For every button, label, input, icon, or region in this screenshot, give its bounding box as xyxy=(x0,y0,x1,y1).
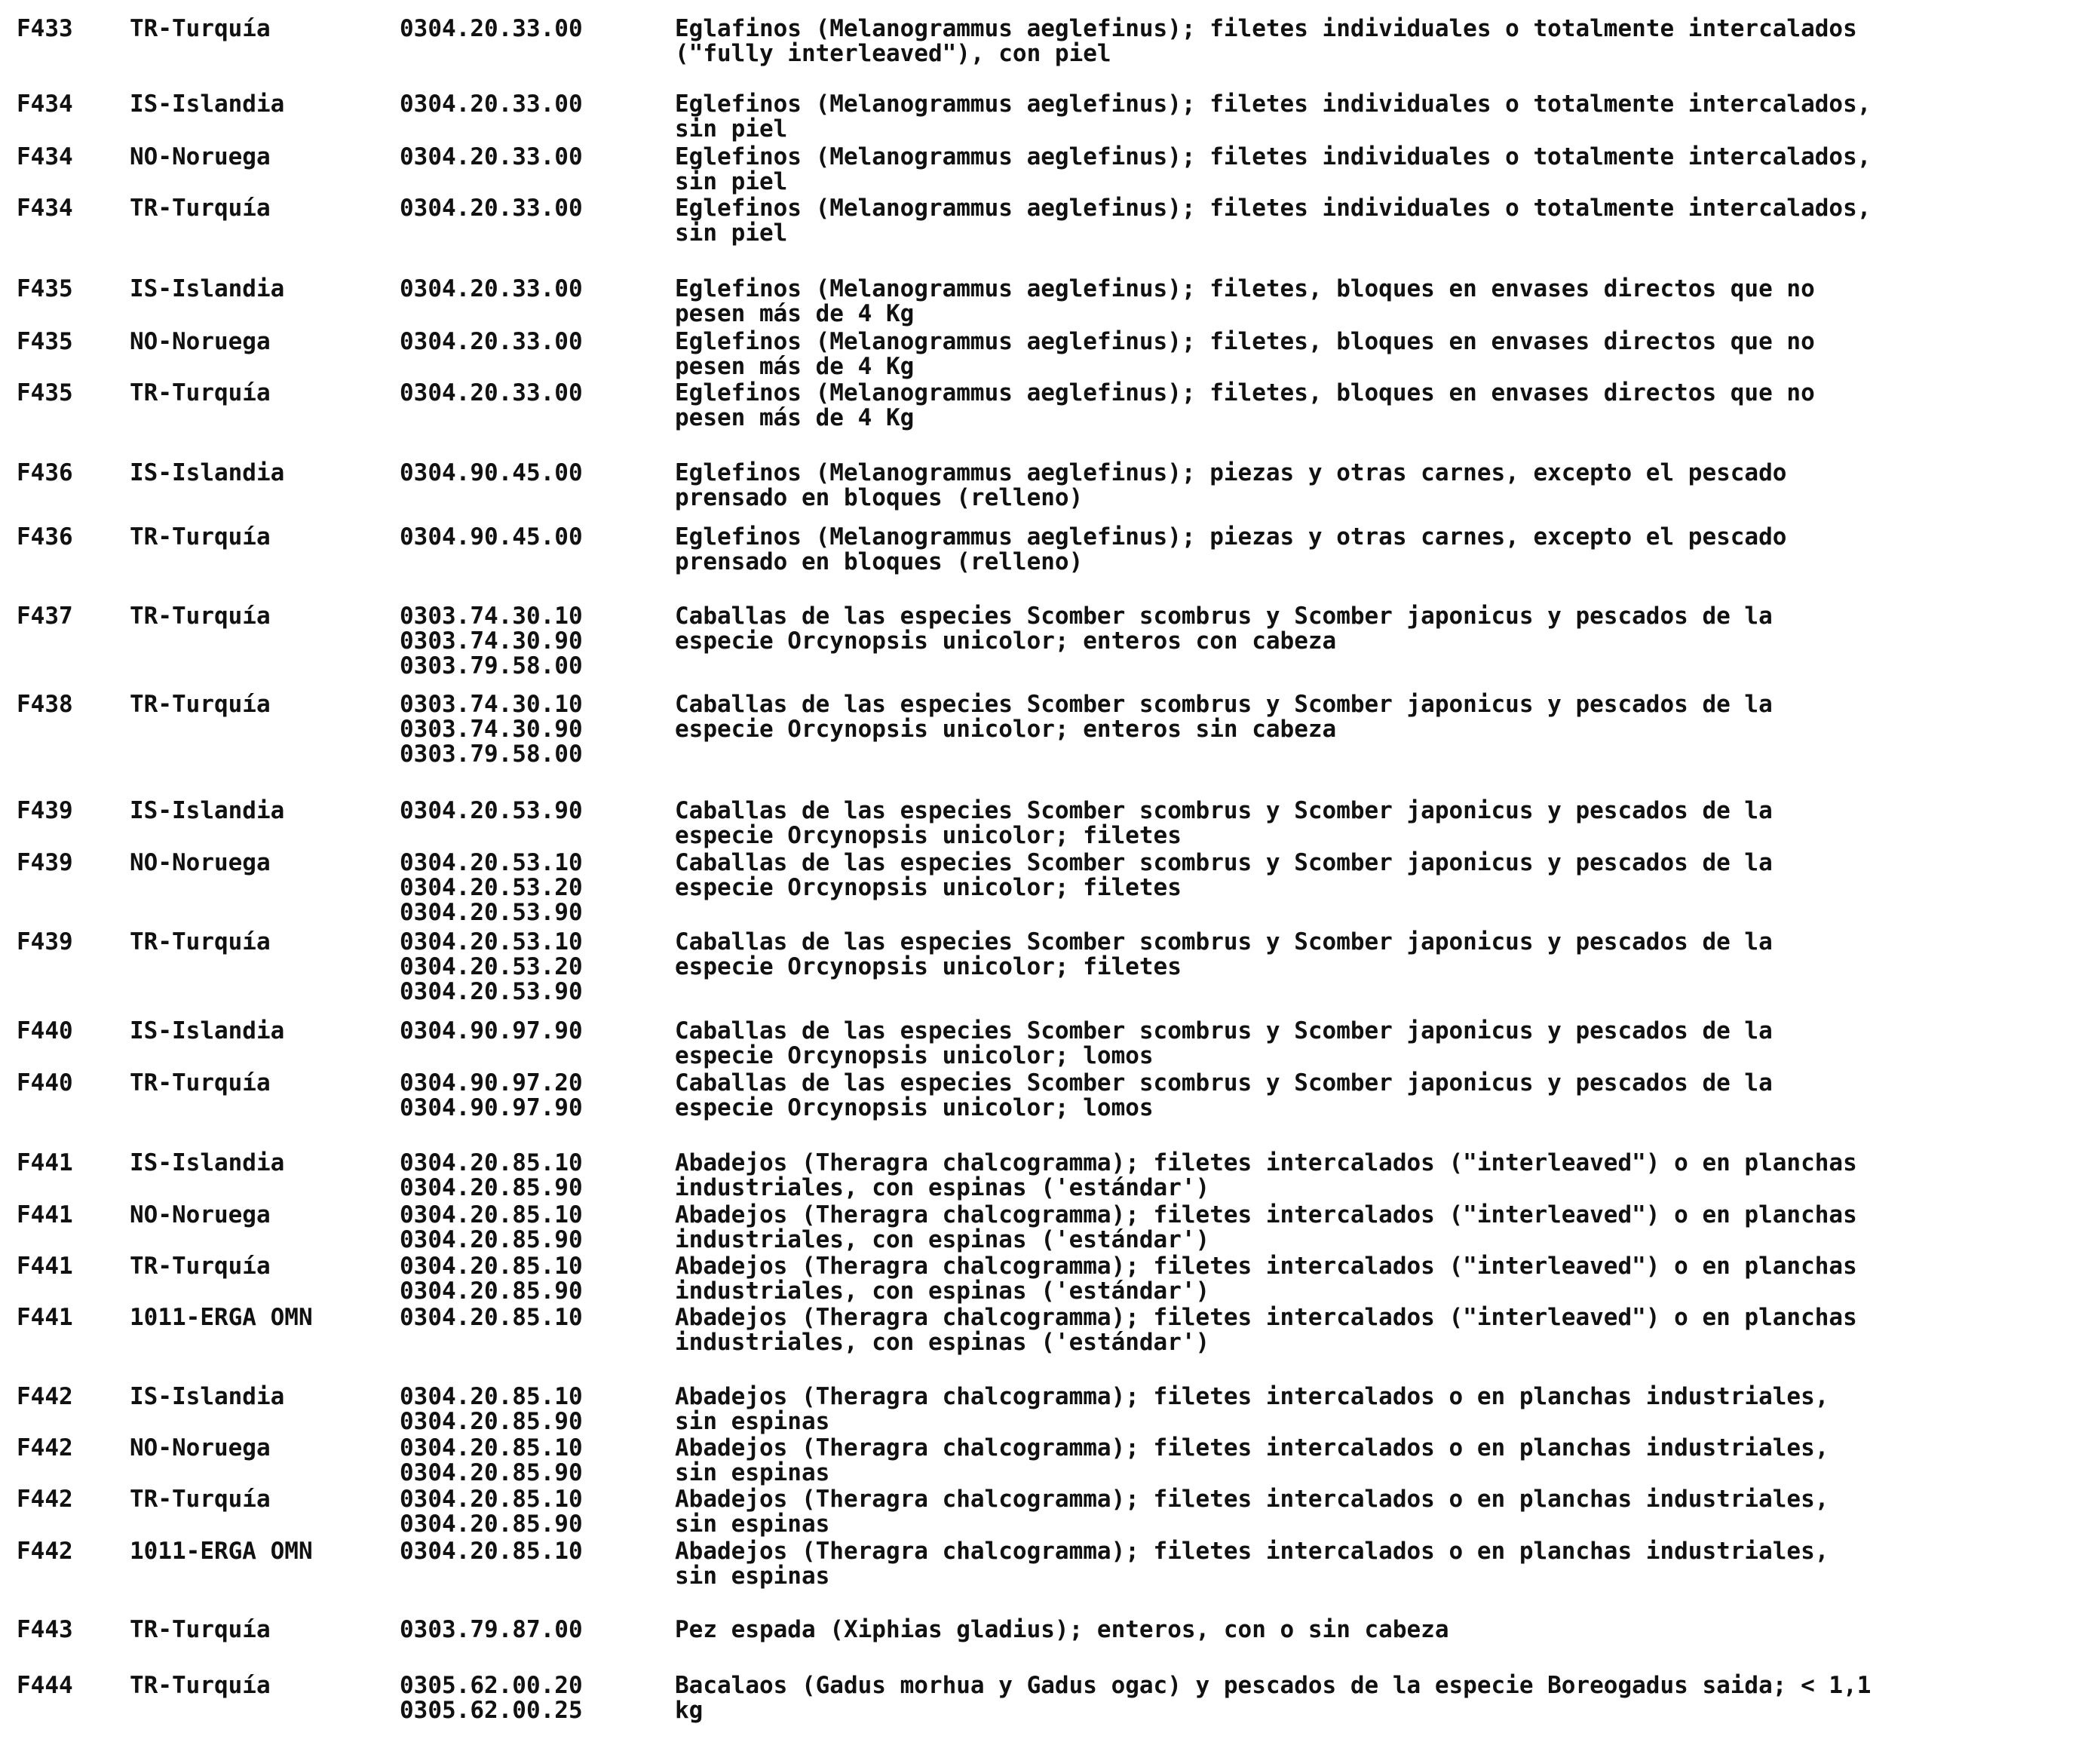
row-description xyxy=(675,1539,2092,1589)
description-line: Caballas de las especies Scomber scombrus y Scomber japonicus y pescados de la xyxy=(675,1017,1773,1044)
tariff-code: 0304.20.33.00 xyxy=(400,328,583,355)
description-line: industriales, con espinas ('estándar') xyxy=(675,1277,1210,1305)
description-line: pesen más de 4 Kg xyxy=(675,300,915,327)
row-code: F441 xyxy=(17,1201,73,1228)
row-description xyxy=(675,381,2092,431)
description-line: industriales, con espinas ('estándar') xyxy=(675,1226,1210,1253)
row-country: TR-Turquía xyxy=(130,1616,271,1643)
description-line: sin espinas xyxy=(675,1563,830,1590)
row-code: F434 xyxy=(17,90,73,118)
row-country: TR-Turquía xyxy=(130,603,271,630)
row-country: 1011-ERGA OMN xyxy=(130,1304,313,1331)
description-line: Eglefinos (Melanogrammus aeglefinus); filetes, bloques en envases directos que no xyxy=(675,275,1815,302)
row-code: F435 xyxy=(17,275,73,302)
row-country: IS-Islandia xyxy=(130,797,285,824)
row-description xyxy=(675,525,2092,575)
row-code: F441 xyxy=(17,1253,73,1280)
row-tariff-codes xyxy=(400,692,656,767)
row-tariff-codes xyxy=(400,851,656,925)
tariff-code: 0305.62.00.25 xyxy=(400,1697,583,1724)
tariff-code: 0304.20.85.90 xyxy=(400,1408,583,1435)
row-country: IS-Islandia xyxy=(130,275,285,302)
description-line: Eglafinos (Melanogrammus aeglefinus); filetes individuales o totalmente intercalados xyxy=(675,15,1857,42)
tariff-code: 0304.90.45.00 xyxy=(400,459,583,486)
description-line: sin espinas xyxy=(675,1511,830,1538)
row-tariff-codes xyxy=(400,1673,656,1723)
row-tariff-codes xyxy=(400,461,656,486)
row-tariff-codes xyxy=(400,1385,656,1434)
row-description xyxy=(675,330,2092,379)
row-tariff-codes xyxy=(400,930,656,1004)
description-line: especie Orcynopsis unicolor; filetes xyxy=(675,822,1182,849)
row-country: 1011-ERGA OMN xyxy=(130,1538,313,1565)
tariff-code: 0303.79.58.00 xyxy=(400,652,583,679)
row-country: NO-Noruega xyxy=(130,328,271,355)
row-code: F436 xyxy=(17,459,73,486)
row-code: F444 xyxy=(17,1672,73,1699)
row-tariff-codes xyxy=(400,525,656,550)
tariff-code: 0304.20.85.10 xyxy=(400,1201,583,1228)
row-description xyxy=(675,1385,2092,1434)
row-code: F438 xyxy=(17,691,73,718)
row-description xyxy=(675,145,2092,195)
tariff-code: 0303.79.58.00 xyxy=(400,741,583,768)
row-tariff-codes xyxy=(400,145,656,170)
tariff-code: 0304.20.85.90 xyxy=(400,1459,583,1486)
tariff-code: 0304.20.85.90 xyxy=(400,1226,583,1253)
description-line: Eglefinos (Melanogrammus aeglefinus); filetes individuales o totalmente intercalados, xyxy=(675,90,1872,118)
row-tariff-codes xyxy=(400,604,656,679)
row-tariff-codes xyxy=(400,1618,656,1642)
row-description xyxy=(675,1673,2092,1723)
row-tariff-codes xyxy=(400,330,656,354)
row-tariff-codes xyxy=(400,381,656,406)
description-line: Abadejos (Theragra chalcogramma); filetes intercalados ("interleaved") o en planchas xyxy=(675,1304,1857,1331)
description-line: Eglefinos (Melanogrammus aeglefinus); filetes individuales o totalmente intercalados, xyxy=(675,195,1872,222)
description-line: Abadejos (Theragra chalcogramma); filetes intercalados o en planchas industriales, xyxy=(675,1538,1829,1565)
row-country: TR-Turquía xyxy=(130,928,271,955)
row-code: F435 xyxy=(17,328,73,355)
tariff-code: 0304.20.53.90 xyxy=(400,978,583,1005)
tariff-code: 0304.20.33.00 xyxy=(400,143,583,170)
row-description xyxy=(675,851,2092,900)
tariff-code: 0304.90.97.90 xyxy=(400,1094,583,1121)
row-country: NO-Noruega xyxy=(130,1201,271,1228)
tariff-code: 0303.74.30.10 xyxy=(400,603,583,630)
row-tariff-codes xyxy=(400,1436,656,1486)
description-line: especie Orcynopsis unicolor; enteros sin cabeza xyxy=(675,716,1337,743)
row-country: IS-Islandia xyxy=(130,1017,285,1044)
row-code: F442 xyxy=(17,1383,73,1410)
description-line: especie Orcynopsis unicolor; filetes xyxy=(675,874,1182,901)
row-tariff-codes xyxy=(400,1487,656,1537)
description-line: Caballas de las especies Scomber scombrus y Scomber japonicus y pescados de la xyxy=(675,928,1773,955)
row-tariff-codes xyxy=(400,17,656,41)
tariff-code: 0304.20.85.10 xyxy=(400,1486,583,1513)
description-line: Eglefinos (Melanogrammus aeglefinus); filetes individuales o totalmente intercalados, xyxy=(675,143,1872,170)
row-code: F442 xyxy=(17,1434,73,1461)
tariff-code: 0304.20.33.00 xyxy=(400,15,583,42)
tariff-code: 0304.20.85.10 xyxy=(400,1538,583,1565)
tariff-code: 0304.20.85.90 xyxy=(400,1511,583,1538)
tariff-code: 0305.62.00.20 xyxy=(400,1672,583,1699)
row-description xyxy=(675,1151,2092,1201)
row-country: TR-Turquía xyxy=(130,691,271,718)
row-tariff-codes xyxy=(400,196,656,221)
row-country: IS-Islandia xyxy=(130,1149,285,1176)
tariff-code: 0304.20.85.10 xyxy=(400,1383,583,1410)
description-line: Caballas de las especies Scomber scombrus y Scomber japonicus y pescados de la xyxy=(675,797,1773,824)
row-code: F443 xyxy=(17,1616,73,1643)
tariff-code: 0303.79.87.00 xyxy=(400,1616,583,1643)
row-code: F436 xyxy=(17,523,73,551)
row-description xyxy=(675,1305,2092,1355)
row-country: TR-Turquía xyxy=(130,523,271,551)
description-line: Abadejos (Theragra chalcogramma); filetes intercalados ("interleaved") o en planchas xyxy=(675,1201,1857,1228)
description-line: Caballas de las especies Scomber scombrus y Scomber japonicus y pescados de la xyxy=(675,691,1773,718)
row-description xyxy=(675,461,2092,511)
row-description xyxy=(675,1254,2092,1304)
row-tariff-codes xyxy=(400,1254,656,1304)
row-description xyxy=(675,196,2092,246)
tariff-code: 0304.20.53.20 xyxy=(400,953,583,980)
tariff-code: 0303.74.30.10 xyxy=(400,691,583,718)
row-code: F434 xyxy=(17,195,73,222)
row-code: F439 xyxy=(17,797,73,824)
row-code: F439 xyxy=(17,849,73,876)
tariff-code: 0304.20.53.90 xyxy=(400,797,583,824)
description-line: Eglefinos (Melanogrammus aeglefinus); piezas y otras carnes, excepto el pescado xyxy=(675,523,1787,551)
tariff-code: 0304.20.33.00 xyxy=(400,379,583,406)
description-line: Abadejos (Theragra chalcogramma); filetes intercalados ("interleaved") o en planchas xyxy=(675,1253,1857,1280)
row-code: F434 xyxy=(17,143,73,170)
description-line: Abadejos (Theragra chalcogramma); filetes intercalados ("interleaved") o en planchas xyxy=(675,1149,1857,1176)
description-line: sin piel xyxy=(675,219,788,247)
row-code: F435 xyxy=(17,379,73,406)
description-line: sin espinas xyxy=(675,1459,830,1486)
description-line: especie Orcynopsis unicolor; lomos xyxy=(675,1042,1154,1069)
tariff-code: 0304.20.53.90 xyxy=(400,899,583,926)
row-description xyxy=(675,92,2092,142)
tariff-code: 0304.90.97.20 xyxy=(400,1069,583,1096)
description-line: Abadejos (Theragra chalcogramma); filetes intercalados o en planchas industriales, xyxy=(675,1434,1829,1461)
row-tariff-codes xyxy=(400,1019,656,1044)
row-code: F437 xyxy=(17,603,73,630)
tariff-code: 0304.90.97.90 xyxy=(400,1017,583,1044)
row-code: F440 xyxy=(17,1069,73,1096)
row-country: TR-Turquía xyxy=(130,1069,271,1096)
row-description xyxy=(675,1203,2092,1253)
row-tariff-codes xyxy=(400,92,656,117)
row-country: IS-Islandia xyxy=(130,1383,285,1410)
description-line: Bacalaos (Gadus morhua y Gadus ogac) y pescados de la especie Boreogadus saida; < 1,1 xyxy=(675,1672,1872,1699)
description-line: especie Orcynopsis unicolor; filetes xyxy=(675,953,1182,980)
row-country: TR-Turquía xyxy=(130,379,271,406)
row-description xyxy=(675,277,2092,327)
description-line: Eglefinos (Melanogrammus aeglefinus); piezas y otras carnes, excepto el pescado xyxy=(675,459,1787,486)
description-line: Eglefinos (Melanogrammus aeglefinus); filetes, bloques en envases directos que no xyxy=(675,328,1815,355)
description-line: Caballas de las especies Scomber scombrus y Scomber japonicus y pescados de la xyxy=(675,849,1773,876)
description-line: especie Orcynopsis unicolor; enteros con cabeza xyxy=(675,627,1337,655)
row-description xyxy=(675,930,2092,980)
description-line: sin espinas xyxy=(675,1408,830,1435)
row-country: TR-Turquía xyxy=(130,1486,271,1513)
row-country: TR-Turquía xyxy=(130,1672,271,1699)
tariff-code: 0304.20.33.00 xyxy=(400,90,583,118)
row-description xyxy=(675,692,2092,742)
tariff-code: 0304.20.85.90 xyxy=(400,1174,583,1201)
description-line: Caballas de las especies Scomber scombrus y Scomber japonicus y pescados de la xyxy=(675,1069,1773,1096)
row-tariff-codes xyxy=(400,1071,656,1121)
row-description xyxy=(675,799,2092,848)
row-code: F441 xyxy=(17,1149,73,1176)
row-country: TR-Turquía xyxy=(130,1253,271,1280)
row-country: TR-Turquía xyxy=(130,15,271,42)
description-line: Pez espada (Xiphias gladius); enteros, con o sin cabeza xyxy=(675,1616,1449,1643)
row-description xyxy=(675,604,2092,654)
description-line: industriales, con espinas ('estándar') xyxy=(675,1329,1210,1356)
tariff-code: 0303.74.30.90 xyxy=(400,716,583,743)
description-line: industriales, con espinas ('estándar') xyxy=(675,1174,1210,1201)
row-description xyxy=(675,1071,2092,1121)
row-country: TR-Turquía xyxy=(130,195,271,222)
row-country: NO-Noruega xyxy=(130,143,271,170)
row-tariff-codes xyxy=(400,1305,656,1330)
description-line: pesen más de 4 Kg xyxy=(675,404,915,431)
tariff-code: 0304.20.33.00 xyxy=(400,195,583,222)
description-line: prensado en bloques (relleno) xyxy=(675,548,1084,575)
description-line: kg xyxy=(675,1697,704,1724)
row-country: IS-Islandia xyxy=(130,90,285,118)
tariff-code: 0304.20.33.00 xyxy=(400,275,583,302)
row-code: F442 xyxy=(17,1538,73,1565)
tariff-code: 0304.20.85.90 xyxy=(400,1277,583,1305)
row-tariff-codes xyxy=(400,1151,656,1201)
row-tariff-codes xyxy=(400,1203,656,1253)
tariff-code: 0304.20.85.10 xyxy=(400,1434,583,1461)
tariff-code: 0303.74.30.90 xyxy=(400,627,583,655)
row-country: IS-Islandia xyxy=(130,459,285,486)
tariff-code: 0304.20.85.10 xyxy=(400,1304,583,1331)
row-code: F433 xyxy=(17,15,73,42)
row-country: NO-Noruega xyxy=(130,1434,271,1461)
row-country: NO-Noruega xyxy=(130,849,271,876)
description-line: sin piel xyxy=(675,115,788,143)
row-code: F439 xyxy=(17,928,73,955)
row-description xyxy=(675,1436,2092,1486)
tariff-code: 0304.20.85.10 xyxy=(400,1253,583,1280)
row-code: F442 xyxy=(17,1486,73,1513)
tariff-code: 0304.20.53.20 xyxy=(400,874,583,901)
description-line: Caballas de las especies Scomber scombrus y Scomber japonicus y pescados de la xyxy=(675,603,1773,630)
description-line: pesen más de 4 Kg xyxy=(675,353,915,380)
row-tariff-codes xyxy=(400,1539,656,1564)
tariff-code: 0304.90.45.00 xyxy=(400,523,583,551)
description-line: Eglefinos (Melanogrammus aeglefinus); filetes, bloques en envases directos que no xyxy=(675,379,1815,406)
description-line: especie Orcynopsis unicolor; lomos xyxy=(675,1094,1154,1121)
row-tariff-codes xyxy=(400,799,656,823)
row-description xyxy=(675,1019,2092,1069)
tariff-code: 0304.20.85.10 xyxy=(400,1149,583,1176)
row-code: F440 xyxy=(17,1017,73,1044)
description-line: Abadejos (Theragra chalcogramma); filetes intercalados o en planchas industriales, xyxy=(675,1383,1829,1410)
row-description xyxy=(675,1618,2092,1642)
row-description xyxy=(675,17,2092,66)
row-tariff-codes xyxy=(400,277,656,302)
description-line: sin piel xyxy=(675,168,788,195)
description-line: ("fully interleaved"), con piel xyxy=(675,40,1111,67)
row-description xyxy=(675,1487,2092,1537)
tariff-code: 0304.20.53.10 xyxy=(400,928,583,955)
description-line: Abadejos (Theragra chalcogramma); filetes intercalados o en planchas industriales, xyxy=(675,1486,1829,1513)
tariff-code: 0304.20.53.10 xyxy=(400,849,583,876)
description-line: prensado en bloques (relleno) xyxy=(675,484,1084,511)
row-code: F441 xyxy=(17,1304,73,1331)
